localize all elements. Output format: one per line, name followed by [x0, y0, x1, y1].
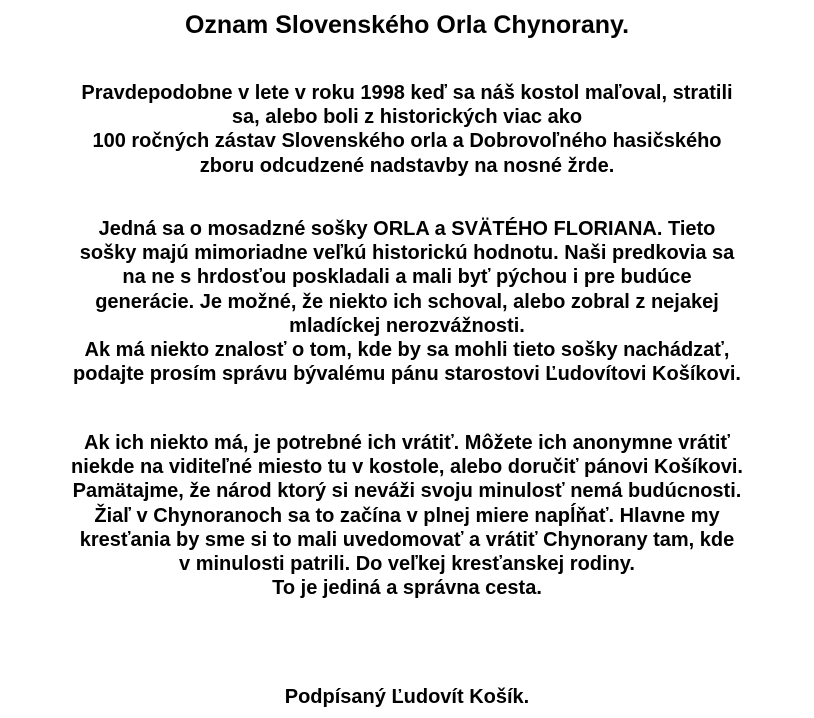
paragraph-3 — [0, 431, 814, 600]
paragraph-line: zboru odcudzené nadstavby na nosné žrde. — [199, 154, 615, 177]
paragraph-line: v minulosti patrili. Do veľkej kresťanskej rodiny. — [179, 553, 635, 576]
paragraph-line: Ak má niekto znalosť o tom, kde by sa mohli tieto sošky nachádzať, — [84, 339, 730, 362]
paragraph-line: generácie. Je možné, že niekto ich schoval, alebo zobral z nejakej — [95, 290, 719, 313]
paragraph-line: kresťania by sme si to mali uvedomovať a vrátiť Chynorany tam, kde — [79, 528, 735, 551]
paragraph-line: Žiaľ v Chynoranoch sa to začína v plnej miere napĺňať. Hlavne my — [94, 504, 720, 527]
paragraph-line: sa, alebo boli z historických viac ako — [231, 106, 583, 129]
paragraph-line: podajte prosím správu bývalému pánu starostovi Ľudovítovi Košíkovi. — [73, 363, 741, 386]
paragraph-2 — [0, 217, 814, 386]
paragraph-line: To je jediná a správna cesta. — [272, 577, 542, 600]
notice-title: Oznam Slovenského Orla Chynorany. — [184, 11, 630, 39]
paragraph-1 — [0, 81, 814, 178]
paragraph-line: Pamätajme, že národ ktorý si neváži svoju minulosť nemá budúcnosti. — [72, 480, 742, 503]
paragraph-line: mladíckej nerozvážnosti. — [289, 314, 525, 337]
paragraph-line: na ne s hrdosťou poskladali a mali byť pýchou i pre budúce — [122, 266, 692, 289]
signature: Podpísaný Ľudovít Košík. — [284, 686, 530, 708]
paragraph-line: sošky majú mimoriadne veľkú historickú hodnotu. Naši predkovia sa — [79, 242, 735, 265]
paragraph-line: 100 ročných zástav Slovenského orla a Dobrovoľného hasičského — [92, 130, 722, 153]
paragraph-line: Pravdepodobne v lete v roku 1998 keď sa náš kostol maľoval, stratili — [81, 82, 733, 104]
paragraph-line: Jedná sa o mosadzné sošky ORLA a SVÄTÉHO FLORIANA. Tieto — [98, 218, 716, 240]
paragraph-line: niekde na viditeľné miesto tu v kostole, alebo doručiť pánovi Košíkovi. — [71, 456, 743, 479]
paragraph-line: Ak ich niekto má, je potrebné ich vrátiť. Môžete ich anonymne vrátiť — [84, 432, 730, 454]
